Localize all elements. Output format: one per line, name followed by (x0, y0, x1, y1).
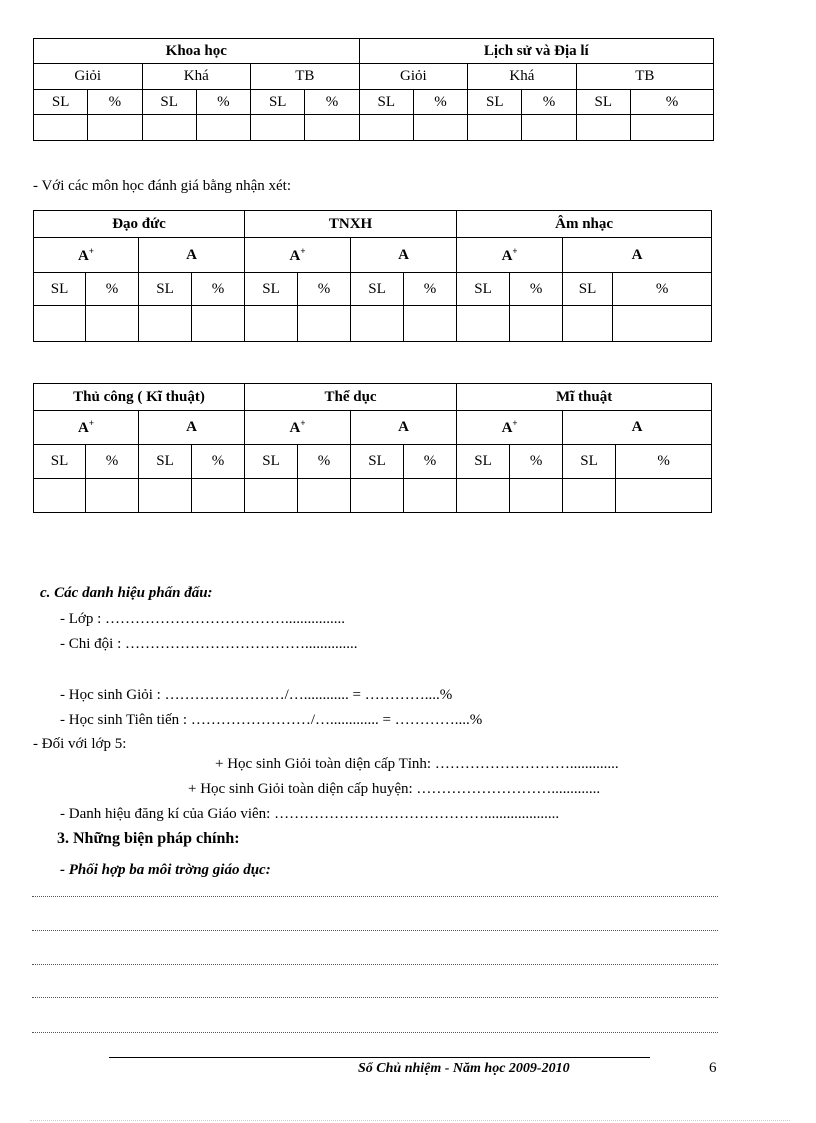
col-sl: SL (34, 273, 86, 306)
grade-a-plus (457, 411, 563, 445)
col-pct: % (298, 273, 351, 306)
level-header: TB (251, 64, 360, 90)
col-sl: SL (351, 273, 404, 306)
level-header: Giỏi (359, 64, 468, 90)
col-pct: % (86, 273, 139, 306)
section-c-heading: c. Các danh hiệu phấn đấu: (40, 585, 213, 601)
grade-plus: + (300, 418, 306, 428)
grade-a: A (139, 411, 245, 445)
section-3-heading: 3. Những biện pháp chính: (57, 830, 240, 847)
gv-line: - Danh hiệu đăng kí của Giáo viên: …………………………………….................... (60, 806, 560, 822)
grade-letter: A (78, 247, 89, 264)
subject-header: Âm nhạc (457, 211, 712, 238)
col-sl: SL (245, 273, 298, 306)
grade-a: A (139, 238, 245, 273)
empty-row (34, 115, 714, 141)
lop-line: - Lớp : ………………………………................ (60, 611, 346, 627)
grade-plus: + (512, 418, 518, 428)
grade-letter: A (501, 247, 513, 264)
lop5-line: - Đối với lớp 5: (33, 736, 127, 752)
col-sl: SL (563, 445, 616, 479)
grade-a-plus (457, 238, 563, 273)
grade-letter: A (289, 420, 301, 436)
subject-header: TNXH (245, 211, 457, 238)
col-sl: SL (576, 90, 630, 115)
grade-a-plus (245, 238, 351, 273)
col-pct: % (404, 445, 457, 479)
grade-a: A (351, 238, 457, 273)
col-sl: SL (563, 273, 613, 306)
footer-rule (109, 1057, 650, 1058)
subject-header: Thủ công ( Kĩ thuật) (34, 384, 245, 411)
grade-letter: A (78, 420, 89, 436)
results-table-graded (33, 38, 714, 141)
level-header: Giỏi (34, 64, 143, 90)
subject-header: Mĩ thuật (457, 384, 712, 411)
dotted-line (32, 896, 718, 897)
page-bottom-dotted (30, 1120, 790, 1121)
chi-doi-line: - Chi đội : ……………………………….............. (60, 636, 358, 652)
grade-plus: + (88, 245, 94, 256)
results-table-comment-2 (33, 383, 712, 513)
col-sl: SL (139, 445, 192, 479)
grade-a: A (351, 411, 457, 445)
col-sl: SL (468, 90, 522, 115)
col-pct: % (522, 90, 576, 115)
grade-plus: + (88, 418, 94, 428)
subject-header: Khoa học (34, 39, 360, 64)
level-header: TB (576, 64, 713, 90)
grade-plus: + (300, 245, 306, 256)
col-pct: % (298, 445, 351, 479)
col-sl: SL (142, 90, 196, 115)
grade-letter: A (289, 247, 301, 264)
level-header: Khá (142, 64, 251, 90)
col-pct: % (305, 90, 359, 115)
col-pct: % (413, 90, 467, 115)
tinh-line: + Học sinh Giỏi toàn diện cấp Tỉnh: ………………………............. (215, 756, 619, 772)
col-pct: % (630, 90, 713, 115)
footer-text: Sổ Chủ nhiệm - Năm học 2009-2010 (358, 1061, 570, 1076)
grade-plus: + (512, 245, 518, 256)
col-pct: % (616, 445, 712, 479)
grade-a: A (563, 411, 712, 445)
dotted-line (32, 1032, 718, 1033)
subject-header: Thể dục (245, 384, 457, 411)
col-pct: % (510, 445, 563, 479)
dotted-line (32, 930, 718, 931)
subject-header: Lịch sử và Địa lí (359, 39, 713, 64)
col-pct: % (196, 90, 250, 115)
subject-header: Đạo đức (34, 211, 245, 238)
col-sl: SL (34, 445, 86, 479)
page-number: 6 (709, 1060, 717, 1076)
col-sl: SL (34, 90, 88, 115)
col-pct: % (86, 445, 139, 479)
col-sl: SL (457, 445, 510, 479)
section-3-subheading: - Phối hợp ba môi trờng giáo dục: (60, 862, 271, 878)
grade-a: A (563, 238, 712, 273)
col-pct: % (192, 273, 245, 306)
col-sl: SL (139, 273, 192, 306)
grade-letter: A (501, 420, 513, 436)
huyen-line: + Học sinh Giỏi toàn diện cấp huyện: ………………………............. (188, 781, 601, 797)
col-pct: % (404, 273, 457, 306)
col-pct: % (613, 273, 712, 306)
dotted-line (32, 964, 718, 965)
col-pct: % (510, 273, 563, 306)
empty-row (34, 479, 712, 513)
col-sl: SL (457, 273, 510, 306)
col-sl: SL (245, 445, 298, 479)
col-sl: SL (251, 90, 305, 115)
grade-a-plus (34, 238, 139, 273)
intro-note: - Với các môn học đánh giá bằng nhận xét: (33, 178, 291, 194)
col-sl: SL (351, 445, 404, 479)
empty-row (34, 306, 712, 342)
hs-gioi-line: - Học sinh Giỏi : ……………………/…............ = …………....% (60, 687, 453, 703)
hs-tien-tien-line: - Học sinh Tiên tiến : ……………………/…............. = …………....% (60, 712, 483, 728)
col-pct: % (192, 445, 245, 479)
level-header: Khá (468, 64, 577, 90)
results-table-comment-1 (33, 210, 712, 342)
grade-a-plus (245, 411, 351, 445)
col-pct: % (88, 90, 142, 115)
dotted-line (32, 997, 718, 998)
grade-a-plus (34, 411, 139, 445)
col-sl: SL (359, 90, 413, 115)
